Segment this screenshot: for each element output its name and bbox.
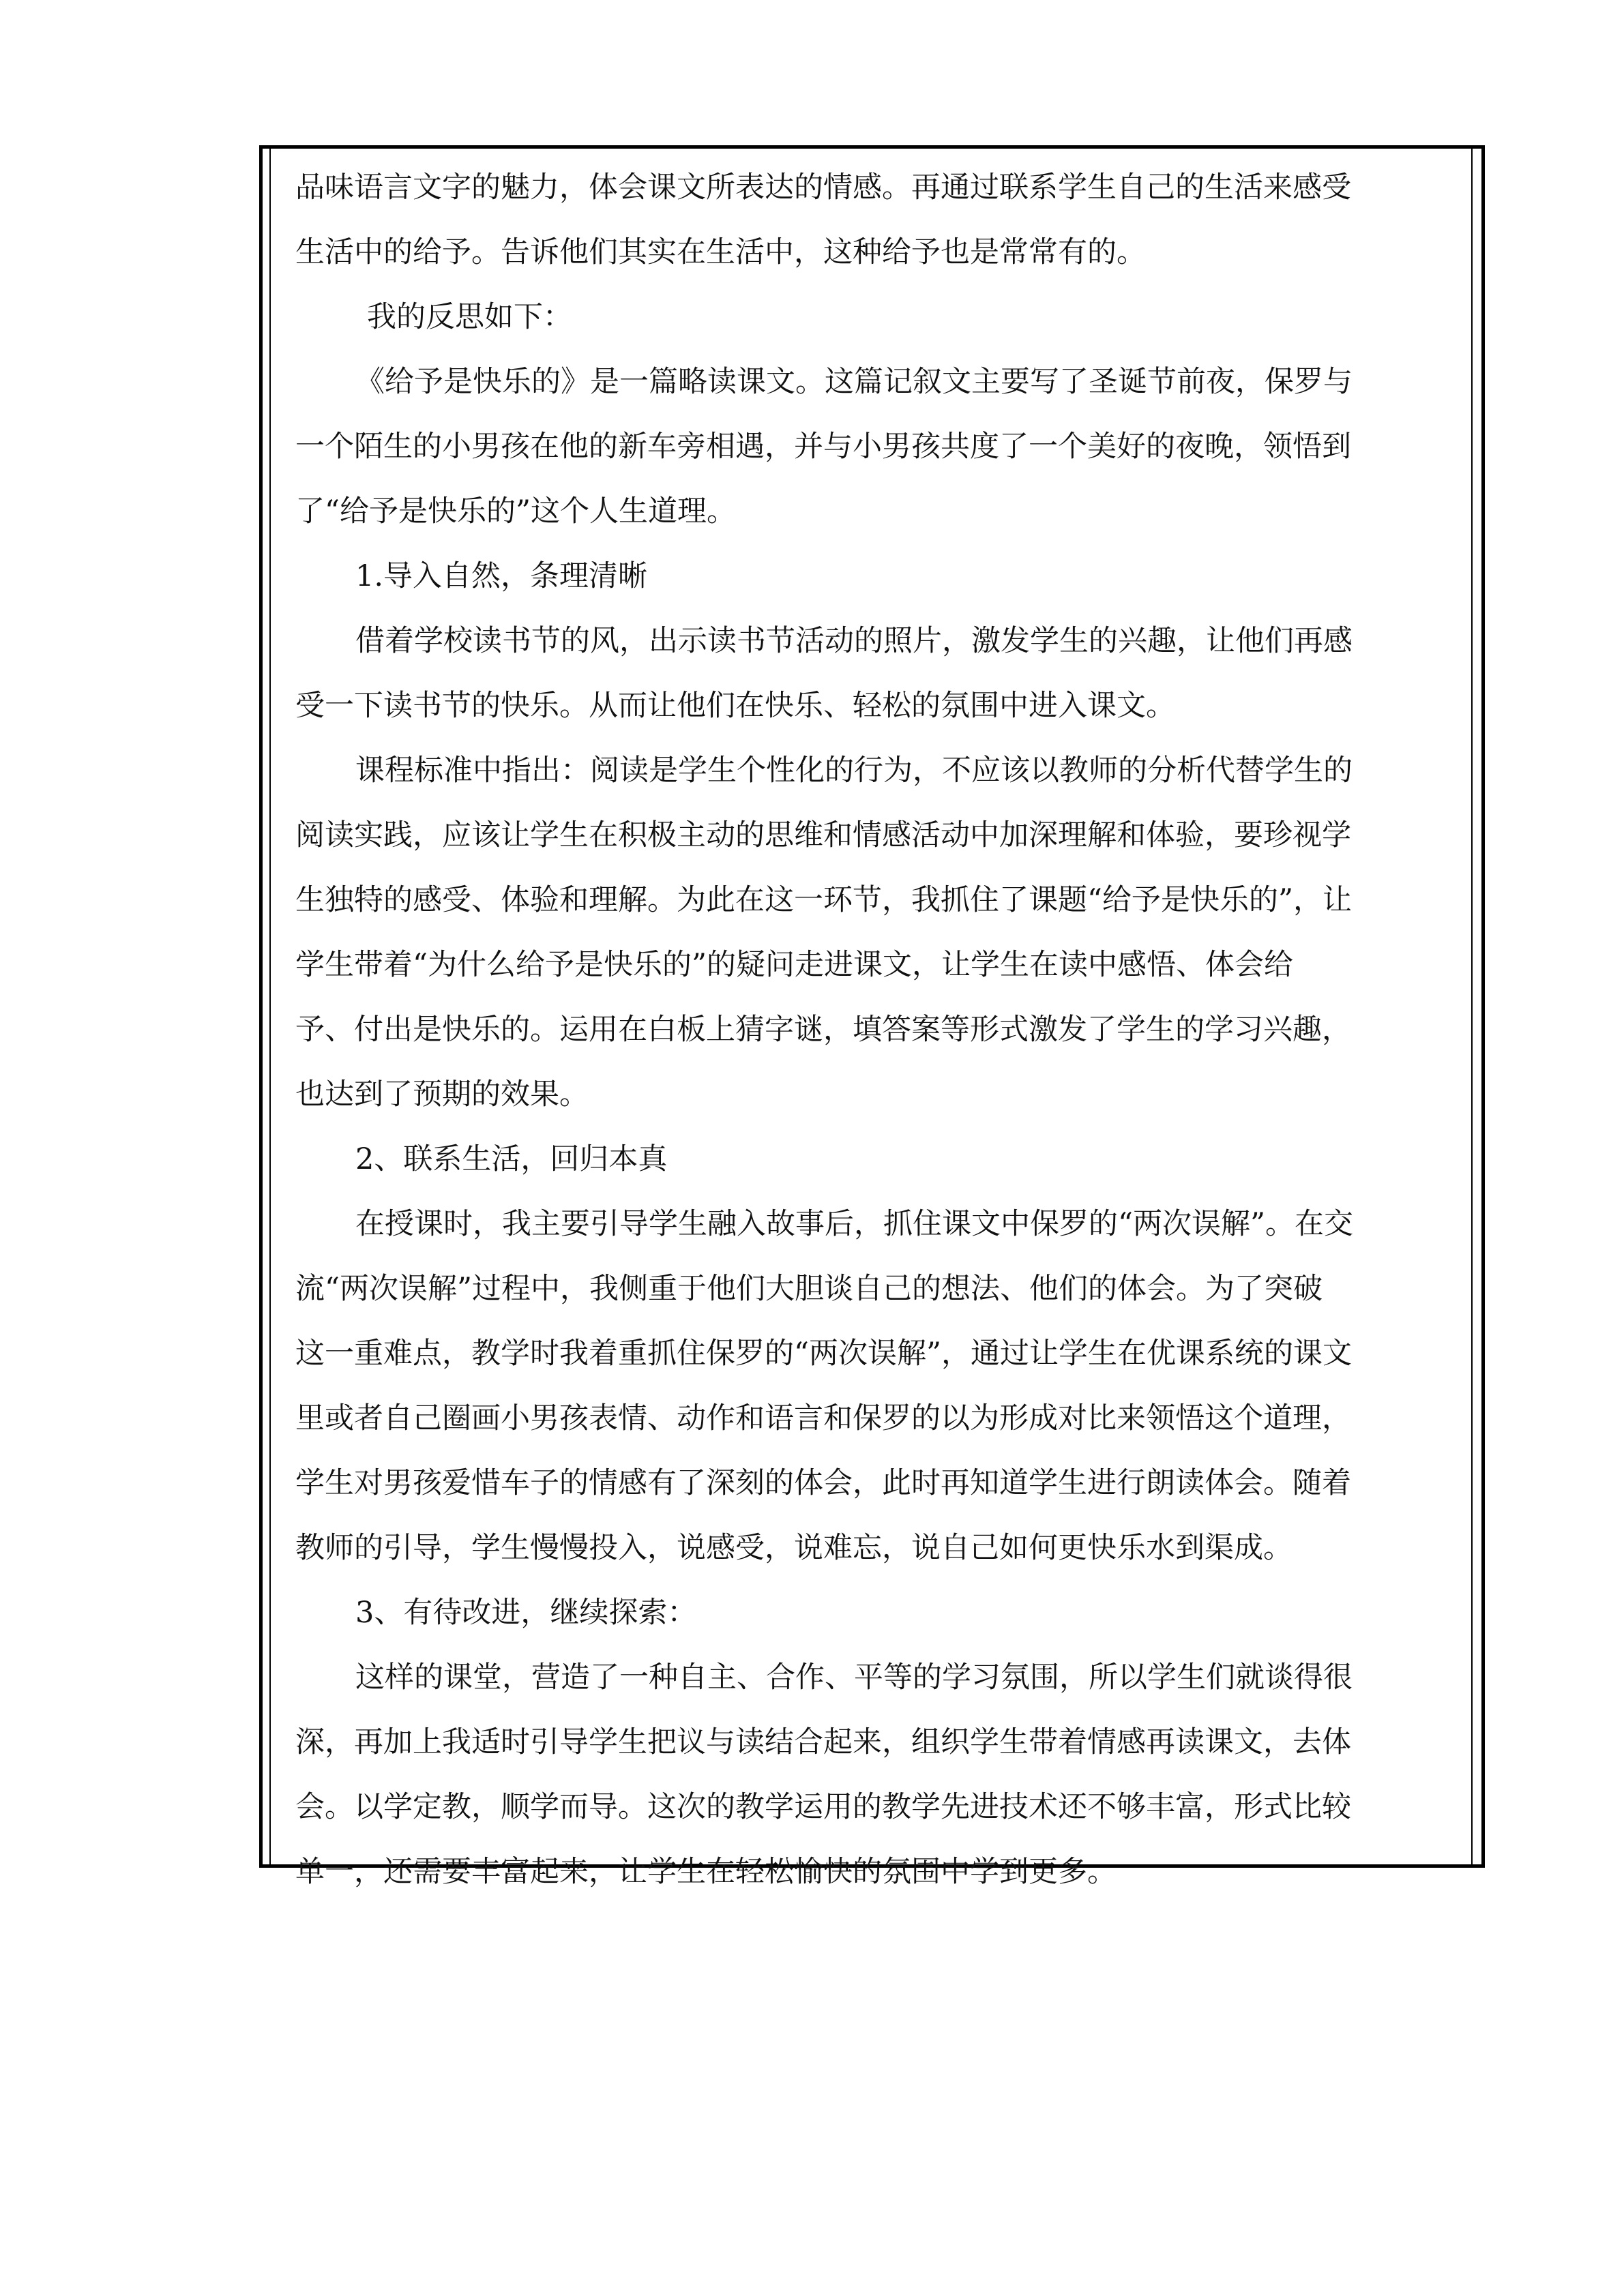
paragraph-start: 在授课时，我主要引导学生融入故事后，抓住课文中保罗的“两次误解”。在交 [355,1207,1353,1241]
text-line: 生独特的感受、体验和理解。为此在这一环节，我抓住了课题“给予是快乐的”，让 [295,883,1352,917]
text-line: 会。以学定教，顺学而导。这次的教学运用的教学先进技术还不够丰富，形式比较 [295,1790,1351,1824]
table-cell [269,149,1473,1889]
paragraph-start: 课程标准中指出：阅读是学生个性化的行为，不应该以教师的分析代替学生的 [355,754,1353,788]
text-line: 阅读实践，应该让学生在积极主动的思维和情感活动中加深理解和体验，要珍视学 [295,818,1351,852]
text-line: 学生对男孩爱惜车子的情感有了深刻的体会，此时再知道学生进行朗读体会。随着 [295,1466,1351,1500]
text-line: 品味语言文字的魅力，体会课文所表达的情感。再通过联系学生自己的生活来感受 [295,170,1351,205]
text-line: 生活中的给予。告诉他们其实在生活中，这种给予也是常常有的。 [295,235,1146,269]
section-heading: 我的反思如下： [367,300,572,334]
text-line: 一个陌生的小男孩在他的新车旁相遇，并与小男孩共度了一个美好的夜晚，领悟到 [295,430,1351,464]
text-line: 了“给予是快乐的”这个人生道理。 [295,494,736,528]
section-heading: 2、联系生活，回归本真 [355,1142,668,1176]
text-line: 予、付出是快乐的。运用在白板上猜字谜，填答案等形式激发了学生的学习兴趣， [295,1013,1351,1047]
text-line: 流“两次误解”过程中，我侧重于他们大胆谈自己的想法、他们的体会。为了突破 [295,1272,1323,1306]
paragraph-start: 《给予是快乐的》是一篇略读课文。这篇记叙文主要写了圣诞节前夜，保罗与 [355,365,1353,399]
paragraph-start: 这样的课堂，营造了一种自主、合作、平等的学习氛围，所以学生们就谈得很 [355,1660,1353,1695]
section-heading: 1.导入自然，条理清晰 [355,559,648,593]
section-heading: 3、有待改进，继续探索： [355,1596,697,1630]
text-line: 也达到了预期的效果。 [295,1077,589,1112]
text-line: 深，再加上我适时引导学生把议与读结合起来，组织学生带着情感再读课文，去体 [295,1725,1351,1759]
text-line: 这一重难点，教学时我着重抓住保罗的“两次误解”，通过让学生在优课系统的课文 [295,1337,1352,1371]
text-line: 单一，还需要丰富起来，让学生在轻松愉快的氛围中学到更多。 [295,1855,1117,1889]
reflection-text [295,155,1455,1905]
text-line: 学生带着“为什么给予是快乐的”的疑问走进课文，让学生在读中感悟、体会给 [295,948,1293,982]
text-line: 里或者自己圈画小男孩表情、动作和语言和保罗的以为形成对比来领悟这个道理， [295,1401,1351,1435]
text-line: 教师的引导，学生慢慢投入，说感受，说难忘，说自己如何更快乐水到渠成。 [295,1531,1293,1565]
paragraph-start: 借着学校读书节的风，出示读书节活动的照片，激发学生的兴趣，让他们再感 [355,624,1353,658]
table-frame [259,145,1485,1889]
text-line: 受一下读书节的快乐。从而让他们在快乐、轻松的氛围中进入课文。 [295,689,1175,723]
